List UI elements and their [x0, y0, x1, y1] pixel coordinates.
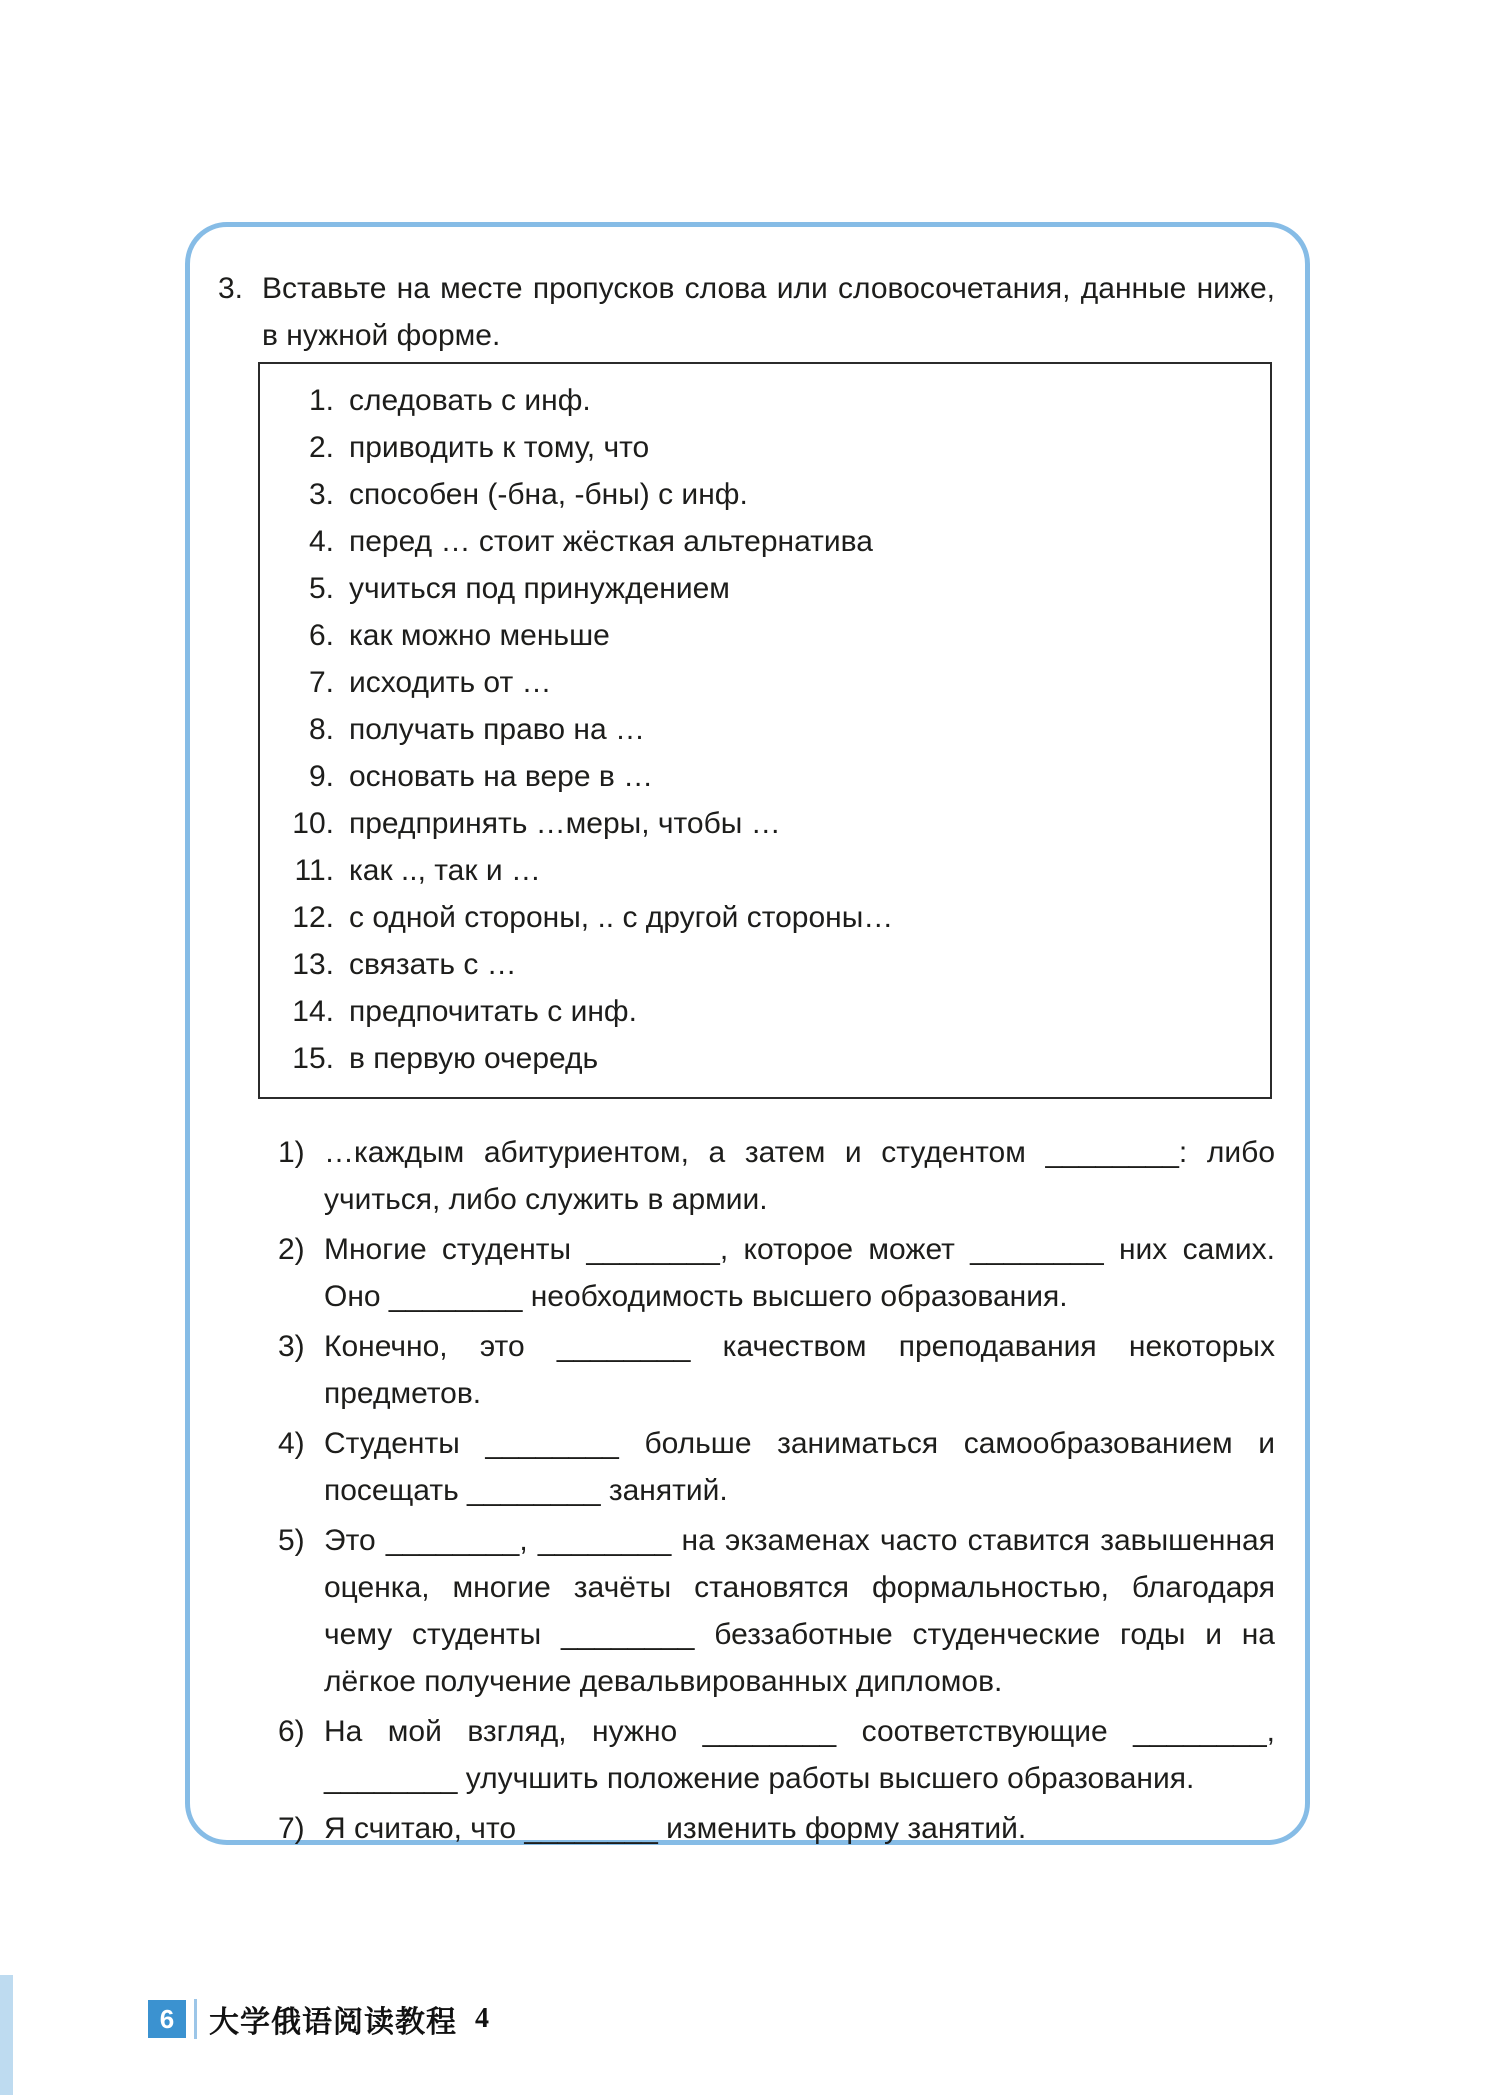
- word-item-text: в первую очередь: [349, 1042, 599, 1075]
- fill-in-sentences: [278, 1129, 1275, 1852]
- word-list-item: [260, 988, 1254, 1035]
- word-list-item: [260, 424, 1254, 471]
- page-footer: [148, 1998, 489, 2040]
- sentence-item: [278, 1226, 1275, 1320]
- sentence-number: 2): [278, 1233, 305, 1266]
- word-item-text: как можно меньше: [349, 619, 610, 652]
- word-list-item: [260, 941, 1254, 988]
- sentence-item: [278, 1517, 1275, 1705]
- sentence-number: 6): [278, 1715, 305, 1748]
- word-item-text: следовать с инф.: [349, 384, 591, 417]
- word-item-number: 3.: [308, 478, 334, 511]
- sentence-number: 7): [278, 1812, 305, 1845]
- sentence-text: Конечно, это ________ качеством преподавания некоторых предметов.: [324, 1330, 1275, 1410]
- exercise-frame: [185, 222, 1310, 1845]
- word-list-item: [260, 706, 1254, 753]
- word-list-item: [260, 518, 1254, 565]
- word-item-number: 2.: [308, 431, 334, 464]
- sentence-item: [278, 1420, 1275, 1514]
- sentence-text: На мой взгляд, нужно ________ соответствующие ________, ________ улучшить положение работы высшего образования.: [324, 1715, 1275, 1795]
- word-item-text: получать право на …: [349, 713, 645, 746]
- word-item-text: как .., так и …: [349, 854, 541, 887]
- word-item-text: основать на вере в …: [349, 760, 654, 793]
- sentence-number: 4): [278, 1427, 305, 1460]
- word-list-item: [260, 377, 1254, 424]
- sentence-text: Я считаю, что ________ изменить форму занятий.: [324, 1812, 1027, 1845]
- word-list-item: [260, 659, 1254, 706]
- word-item-number: 12.: [292, 901, 334, 934]
- word-list-box: [258, 362, 1272, 1099]
- volume-number: 4: [475, 2003, 489, 2034]
- word-item-number: 4.: [308, 525, 334, 558]
- exercise-number: 3.: [218, 272, 244, 305]
- word-list-item: [260, 1035, 1254, 1082]
- word-item-text: способен (-бна, -бны) с инф.: [349, 478, 748, 511]
- word-list-item: [260, 471, 1254, 518]
- word-item-number: 1.: [308, 384, 334, 417]
- word-list-item: [260, 800, 1254, 847]
- word-item-text: перед … стоит жёсткая альтернатива: [349, 525, 873, 558]
- word-item-number: 5.: [308, 572, 334, 605]
- word-item-text: предпочитать с инф.: [349, 995, 637, 1028]
- word-list-item: [260, 894, 1254, 941]
- page-edge-bar: [0, 1975, 13, 2095]
- sentence-item: [278, 1323, 1275, 1417]
- sentence-item: [278, 1129, 1275, 1223]
- sentence-text: …каждым абитуриентом, а затем и студентом ________: либо учиться, либо служить в армии.: [324, 1136, 1275, 1216]
- sentence-item: [278, 1708, 1275, 1802]
- sentence-item: [278, 1805, 1275, 1852]
- word-item-text: приводить к тому, что: [349, 431, 650, 464]
- word-item-number: 6.: [308, 619, 334, 652]
- sentence-text: Это ________, ________ на экзаменах часто ставится завышенная оценка, многие зачёты становятся формальностью, благодаря чему студенты ________ беззаботные студенческие годы и на лёгкое получение девальвированных дипломов.: [324, 1524, 1275, 1698]
- exercise-title: [218, 265, 1275, 359]
- sentence-number: 1): [278, 1136, 305, 1169]
- word-list-item: [260, 565, 1254, 612]
- word-item-text: связать с …: [349, 948, 517, 981]
- word-item-number: 14.: [292, 995, 334, 1028]
- sentence-number: 5): [278, 1524, 305, 1557]
- sentence-text: Студенты ________ больше заниматься самообразованием и посещать ________ занятий.: [324, 1427, 1275, 1507]
- word-item-number: 13.: [292, 948, 334, 981]
- sentence-number: 3): [278, 1330, 305, 1363]
- word-item-number: 7.: [308, 666, 334, 699]
- word-item-number: 15.: [292, 1042, 334, 1075]
- exercise-instruction: Вставьте на месте пропусков слова или словосочетания, данные ниже, в нужной форме.: [262, 272, 1275, 352]
- word-item-text: с одной стороны, .. с другой стороны…: [349, 901, 894, 934]
- word-item-text: исходить от …: [349, 666, 552, 699]
- word-item-number: 10.: [292, 807, 334, 840]
- word-list-item: [260, 847, 1254, 894]
- footer-divider: [194, 1999, 197, 2039]
- page-number-badge: 6: [148, 2000, 186, 2038]
- word-item-text: предпринять …меры, чтобы …: [349, 807, 781, 840]
- sentence-text: Многие студенты ________, которое может ________ них самих. Оно ________ необходимость высшего образования.: [324, 1233, 1275, 1313]
- book-title: 大学俄语阅读教程: [209, 2006, 457, 2039]
- word-item-number: 11.: [294, 854, 334, 887]
- word-list-item: [260, 753, 1254, 800]
- word-item-number: 9.: [308, 760, 334, 793]
- word-item-number: 8.: [308, 713, 334, 746]
- word-item-text: учиться под принуждением: [349, 572, 730, 605]
- word-list-item: [260, 612, 1254, 659]
